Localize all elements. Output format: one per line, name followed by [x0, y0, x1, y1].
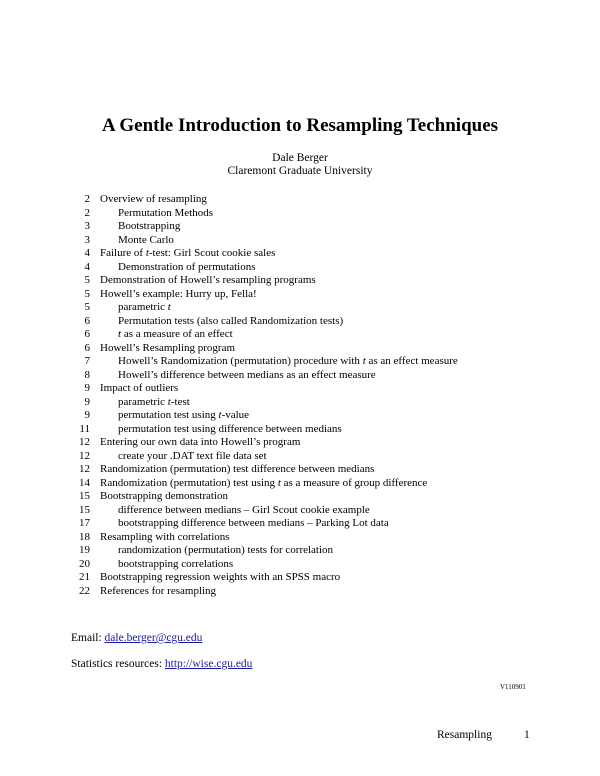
statistics-resources-label: Statistics resources:	[71, 658, 165, 670]
table-of-contents	[70, 193, 590, 598]
toc-entry-text: parametric t	[118, 301, 171, 313]
toc-entry	[70, 315, 590, 329]
toc-entry-text: Monte Carlo	[118, 233, 174, 246]
toc-page-number: 12	[79, 449, 90, 462]
toc-page-number: 11	[79, 422, 90, 435]
statistics-resources-link[interactable]: http://wise.cgu.edu	[164, 658, 253, 670]
version-code: V110901	[500, 683, 526, 691]
toc-entry	[70, 355, 590, 369]
toc-entry-text: Overview of resampling	[100, 193, 207, 205]
toc-entry-text: Howell’s Resampling program	[100, 341, 236, 354]
toc-entry-text: Resampling with correlations	[100, 530, 230, 543]
toc-entry-text: permutation test using t-value	[118, 409, 250, 421]
toc-entry-text: Howell’s example: Hurry up, Fella!	[100, 287, 257, 300]
toc-page-number: 20	[79, 557, 90, 570]
toc-entry	[70, 450, 590, 464]
toc-entry-text: Howell’s difference between medians as an effect measure	[118, 368, 376, 381]
toc-entry	[70, 234, 590, 248]
toc-entry-text: randomization (permutation) tests for correlation	[118, 544, 334, 556]
email-link[interactable]: dale.berger@cgu.edu	[104, 632, 203, 644]
toc-entry-text: Permutation Methods	[118, 206, 214, 219]
toc-entry-text: Failure of t-test: Girl Scout cookie sales	[100, 247, 276, 259]
toc-page-number: 9	[84, 382, 90, 394]
toc-entry-text: Randomization (permutation) test using t as a measure of group difference	[100, 476, 428, 489]
toc-entry	[70, 261, 590, 275]
toc-entry	[70, 193, 590, 207]
toc-page-number: 6	[84, 341, 90, 354]
document-title: A Gentle Introduction to Resampling Techniques	[101, 115, 499, 136]
toc-entry	[70, 369, 590, 383]
toc-entry	[70, 207, 590, 221]
toc-page-number: 3	[84, 233, 90, 246]
toc-page-number: 8	[84, 368, 90, 381]
toc-entry	[70, 301, 590, 315]
toc-entry	[70, 220, 590, 234]
toc-entry-text: Howell’s Randomization (permutation) procedure with t as an effect measure	[118, 355, 458, 367]
toc-entry	[70, 396, 590, 410]
toc-page-number: 17	[79, 517, 90, 529]
toc-entry-text: bootstrapping correlations	[118, 557, 234, 570]
toc-page-number: 2	[84, 193, 90, 205]
toc-page-number: 3	[84, 220, 90, 232]
toc-page-number: 15	[79, 503, 90, 516]
toc-entry	[70, 477, 590, 491]
toc-entry	[70, 531, 590, 545]
toc-page-number: 6	[84, 328, 90, 340]
toc-entry-text: Bootstrapping demonstration	[100, 490, 229, 502]
toc-page-number: 9	[84, 409, 90, 421]
toc-page-number: 15	[79, 490, 90, 502]
toc-entry	[70, 342, 590, 356]
toc-entry	[70, 436, 590, 450]
email-label: Email:	[71, 632, 105, 644]
toc-entry-text: permutation test using difference between medians	[118, 422, 342, 435]
toc-entry-text: difference between medians – Girl Scout cookie example	[118, 503, 370, 516]
toc-page-number: 19	[79, 544, 90, 556]
toc-entry	[70, 490, 590, 504]
toc-entry-text: References for resampling	[100, 584, 217, 597]
toc-entry	[70, 382, 590, 396]
toc-entry-text: Demonstration of permutations	[118, 260, 256, 273]
toc-entry-text: Bootstrapping regression weights with an SPSS macro	[100, 571, 341, 583]
toc-entry-text: Permutation tests (also called Randomization tests)	[118, 314, 344, 327]
toc-page-number: 22	[79, 584, 90, 597]
toc-entry-text: Demonstration of Howell’s resampling programs	[100, 274, 316, 286]
toc-entry-text: create your .DAT text file data set	[118, 449, 267, 462]
toc-entry-text: Entering our own data into Howell’s program	[100, 436, 301, 448]
toc-page-number: 2	[84, 206, 90, 219]
footer-page-number: 1	[524, 729, 530, 741]
toc-entry	[70, 328, 590, 342]
author-name: Dale Berger	[272, 152, 328, 164]
toc-page-number: 14	[79, 476, 90, 489]
toc-entry	[70, 517, 590, 531]
toc-page-number: 5	[84, 274, 90, 286]
email-line	[71, 631, 202, 645]
toc-entry-text: bootstrapping difference between medians – Parking Lot data	[118, 517, 389, 529]
toc-entry	[70, 423, 590, 437]
toc-entry	[70, 409, 590, 423]
toc-entry	[70, 558, 590, 572]
toc-page-number: 21	[79, 571, 90, 583]
toc-page-number: 9	[84, 395, 90, 408]
toc-page-number: 4	[84, 260, 90, 273]
toc-entry-text: Randomization (permutation) test difference between medians	[100, 463, 375, 475]
toc-page-number: 12	[79, 436, 90, 448]
author-affiliation: Claremont Graduate University	[227, 165, 373, 177]
toc-page-number: 7	[84, 355, 90, 367]
toc-entry	[70, 544, 590, 558]
toc-page-number: 5	[84, 301, 90, 313]
toc-entry	[70, 585, 590, 599]
toc-entry	[70, 463, 590, 477]
toc-entry	[70, 247, 590, 261]
toc-entry	[70, 274, 590, 288]
toc-entry-text: Impact of outliers	[100, 382, 179, 394]
toc-page-number: 6	[84, 314, 90, 327]
footer-title: Resampling	[437, 729, 492, 741]
toc-page-number: 5	[84, 287, 90, 300]
toc-entry-text: parametric t-test	[118, 395, 190, 408]
toc-entry	[70, 571, 590, 585]
toc-entry	[70, 504, 590, 518]
toc-page-number: 4	[84, 247, 90, 259]
toc-page-number: 18	[79, 530, 90, 543]
statistics-resources-line	[71, 657, 252, 671]
toc-entry	[70, 288, 590, 302]
toc-page-number: 12	[79, 463, 90, 475]
toc-entry-text: t as a measure of an effect	[118, 328, 233, 340]
toc-entry-text: Bootstrapping	[118, 220, 181, 232]
